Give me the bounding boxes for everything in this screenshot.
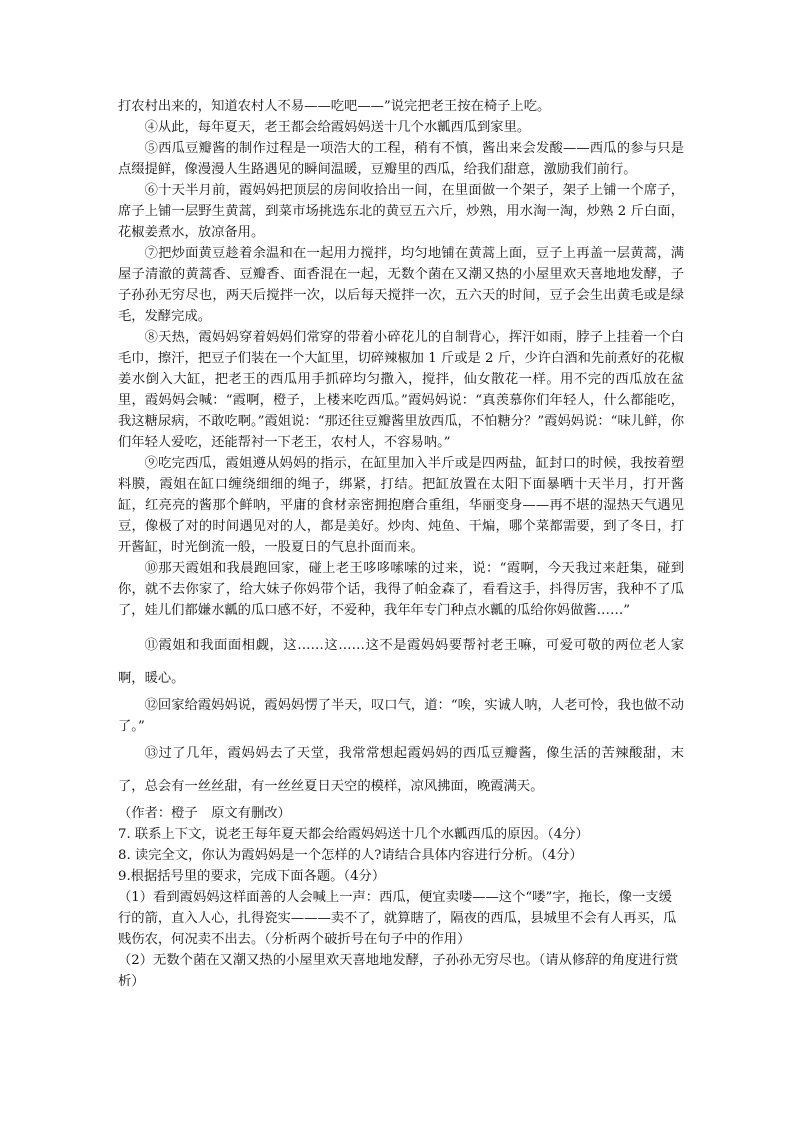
paragraph-4: ④从此，每年夏天，老王都会给霞妈妈送十几个水瓤西瓜到家里。 bbox=[144, 120, 531, 135]
paragraph-8: ⑧天热，霞妈妈穿着妈妈们常穿的带着小碎花儿的自制背心，挥汗如雨，脖子上挂着一个白毛巾，擦汗，把豆子们装在一个大缸里，切碎辣椒加 1 斤或是 2 斤，少许白酒和先前煮好的花椒姜水倒入大缸，把老王的西瓜用手抓碎均匀撒入，搅拌，仙女散花一样。用不完的西瓜放在盆里，霞妈妈会喊：“霞啊，橙子，上楼来吃西瓜。”霞妈妈说：“真羡慕你们年轻人，什么都能吃，我这糖尿病，不敢吃啊。”霞姐说：“那还往豆瓣酱里放西瓜，不怕糖分？”霞妈妈说：“味儿鲜，你们年轻人爱吃，还能帮衬一下老王，农村人，不容易呐。” bbox=[118, 330, 684, 450]
question-9: 9.根据括号里的要求，完成下面各题。（4分） bbox=[118, 869, 386, 884]
paragraph-12: ⑫回家给霞妈妈说，霞妈妈愣了半天，叹口气，道：“唉，实诚人呐，人老可怜，我也做不动了。” bbox=[118, 698, 684, 734]
question-7: 7. 联系上下文，说老王每年夏天都会给霞妈妈送十几个水瓤西瓜的原因。（4分） bbox=[118, 827, 589, 842]
paragraph-6: ⑥十天半月前，霞妈妈把顶层的房间收拾出一间，在里面做一个架子，架子上铺一个席子，席子上铺一层野生黄蒿，到菜市场挑选东北的黄豆五六斤，炒熟，用水淘一淘，炒熟 2 斤白面，花椒姜煮水，放凉备用。 bbox=[118, 183, 684, 240]
question-8: 8. 读完全文，你认为霞妈妈是一个怎样的人?请结合具体内容进行分析。（4分） bbox=[118, 848, 583, 863]
document-page bbox=[118, 96, 684, 992]
author-note: （作者：橙子 原文有删改） bbox=[118, 806, 291, 821]
question-9-2: （2）无数个菌在又潮又热的小屋里欢天喜地地发酵，子孙孙无穷尽也。（请从修辞的角度进行赏析） bbox=[118, 953, 679, 989]
paragraph-11: ⑪霞姐和我面面相觑，这……这……这不是霞妈妈要帮衬老王嘛，可爱可敬的两位老人家啊，暖心。 bbox=[118, 638, 684, 686]
paragraph-10: ⑩那天霞姐和我晨跑回家，碰上老王哆哆嗦嗦的过来，说：“霞啊，今天我过来赶集，碰到你，就不去你家了，给大妹子你妈带个话，我得了帕金森了，看看这手，抖得厉害，我种不了瓜了，娃儿们都嫌水瓤的瓜口感不好，不爱种，我年年专门种点水瓤的瓜给你妈做酱……” bbox=[118, 561, 684, 618]
paragraph-13: ⑬过了几年，霞妈妈去了天堂，我常常想起霞妈妈的西瓜豆瓣酱，像生活的苦辣酸甜，末了，总会有一丝丝甜，有一丝丝夏日天空的模样，凉风拂面，晚霞满天。 bbox=[118, 746, 684, 794]
paragraph-3-end: 打农村出来的，知道农村人不易——吃吧——”说完把老王按在椅子上吃。 bbox=[118, 99, 551, 114]
question-9-1: （1）看到霞妈妈这样面善的人会喊上一声：西瓜，便宜卖喽——这个“喽”字，拖长，像一支缓行的箭，直入人心，扎得瓷实———卖不了，就算瞎了，隔夜的西瓜，县城里不会有人再买，瓜贱伤农，何况卖不出去。（分析两个破折号在句子中的作用） bbox=[118, 890, 677, 947]
paragraph-5: ⑤西瓜豆瓣酱的制作过程是一项浩大的工程，稍有不慎，酱出来会发酸——西瓜的参与只是点缀提鲜，像漫漫人生路遇见的瞬间温暖，豆瓣里的西瓜，给我们甜意，激励我们前行。 bbox=[118, 141, 684, 177]
paragraph-9: ⑨吃完西瓜，霞姐遵从妈妈的指示，在缸里加入半斤或是四两盐，缸封口的时候，我按着塑料膜，霞姐在缸口缠绕细细的绳子，绑紧，打结。把缸放置在太阳下面暴晒十天半月，打开酱缸，红亮亮的酱那个鲜呐，平庸的食材亲密拥抱磨合重组，华丽变身——再不堪的湿热天气遇见豆，像极了对的时间遇见对的人，都是美好。炒肉、炖鱼、干煸，哪个菜都需要，到了冬日，打开酱缸，时光倒流一般，一股夏日的气息扑面而来。 bbox=[118, 456, 684, 555]
paragraph-7: ⑦把炒面黄豆趁着余温和在一起用力搅拌，均匀地铺在黄蒿上面，豆子上再盖一层黄蒿，满屋子清澈的黄蒿香、豆瓣香、面香混在一起，无数个菌在又潮又热的小屋里欢天喜地地发酵，子子孙孙无穷尽也，两天后搅拌一次，以后每天搅拌一次，五六天的时间，豆子会生出黄毛或是绿毛，发酵完成。 bbox=[118, 246, 684, 324]
